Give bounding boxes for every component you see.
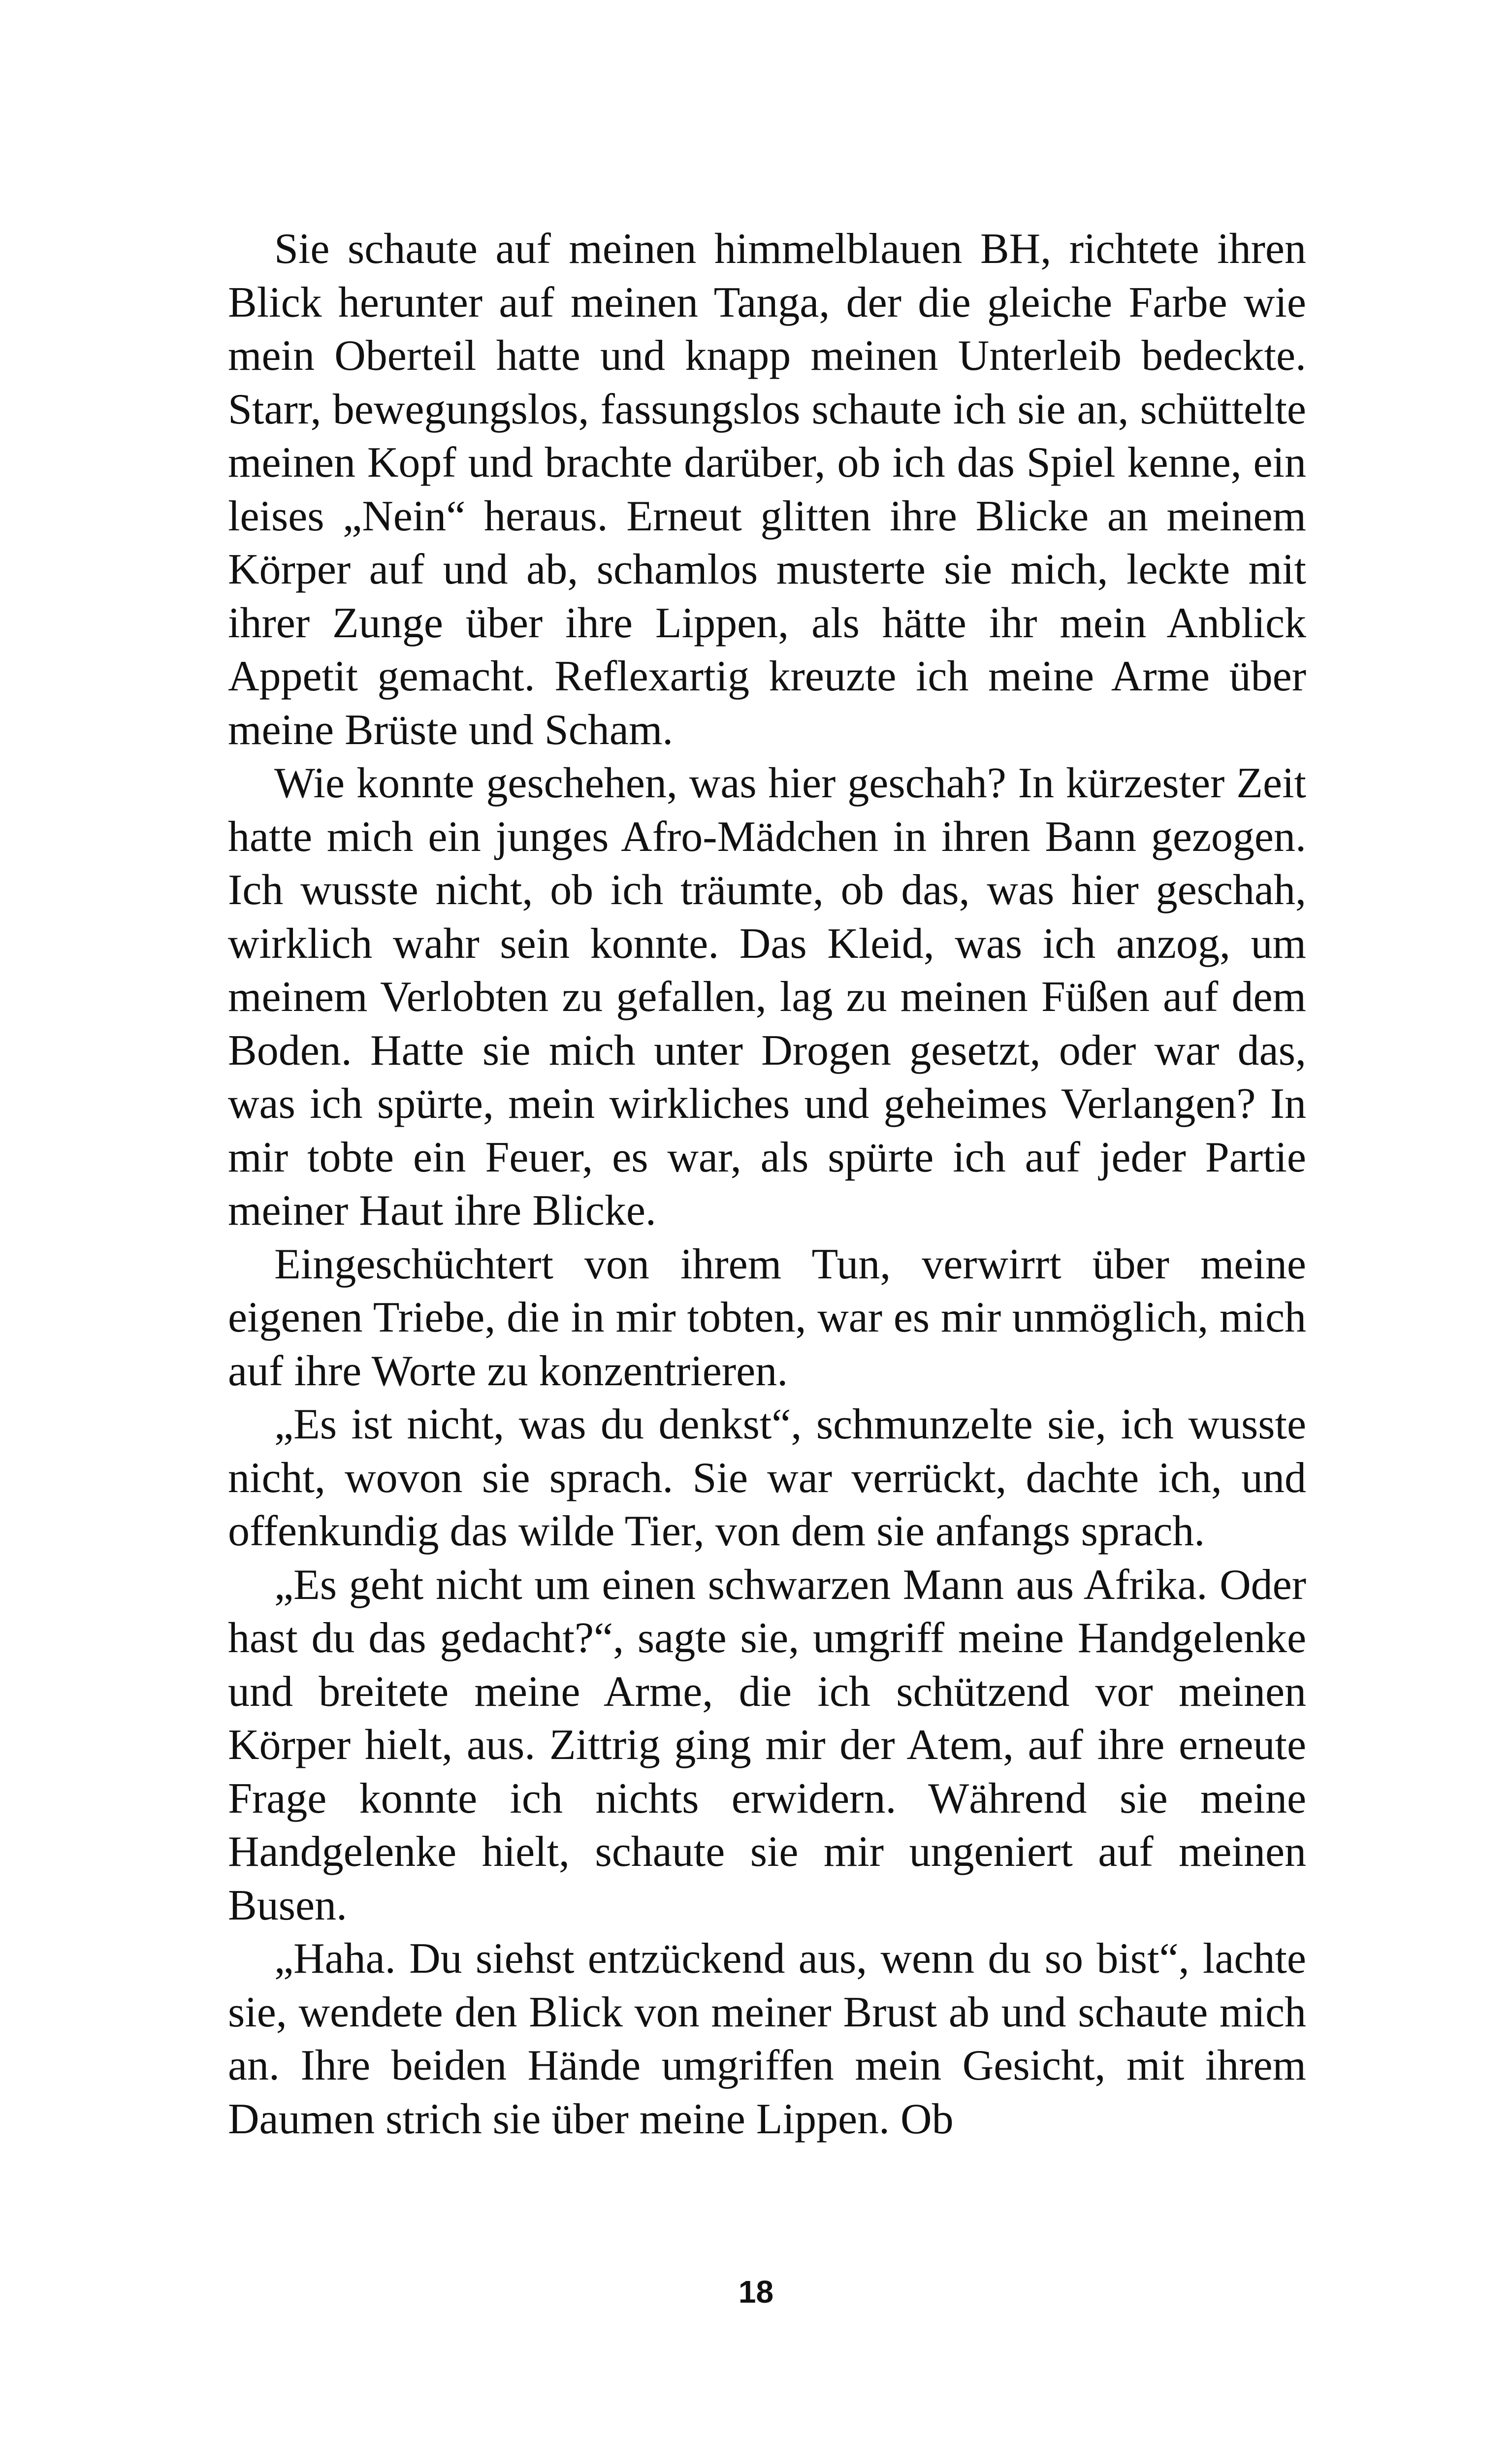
body-text	[228, 223, 1306, 2146]
paragraph-3: Eingeschüchtert von ihrem Tun, verwirrt über meine eigenen Triebe, die in mir tobten, war es mir unmöglich, mich auf ihre Worte zu konzentrieren.	[228, 1240, 1306, 1395]
paragraph-4: „Es ist nicht, was du denkst“, schmunzelte sie, ich wusste nicht, wovon sie sprach. Sie war verrückt, dachte ich, und offenkundig das wilde Tier, von dem sie anfangs sprach.	[228, 1401, 1306, 1555]
page-number: 18	[738, 2274, 774, 2310]
paragraph-1: Sie schaute auf meinen himmelblauen BH, richtete ihren Blick herunter auf meinen Tanga, der die gleiche Farbe wie mein Oberteil hatte und knapp meinen Unterleib bedeckte. Starr, bewegungslos, fassungslos schaute ich sie an, schüttelte meinen Kopf und brachte darüber, ob ich das Spiel kenne, ein leises „Nein“ heraus. Erneut glitten ihre Blicke an meinem Körper auf und ab, schamlos musterte sie mich, leckte mit ihrer Zunge über ihre Lippen, als hätte ihr mein Anblick Appetit gemacht. Reflexartig kreuzte ich meine Arme über meine Brüste und Scham.	[228, 225, 1306, 754]
paragraph-6: „Haha. Du siehst entzückend aus, wenn du so bist“, lachte sie, wendete den Blick von meiner Brust ab und schaute mich an. Ihre beiden Hände umgriffen mein Gesicht, mit ihrem Daumen strich sie über meine Lippen. Ob	[228, 1935, 1306, 2143]
paragraph-2: Wie konnte geschehen, was hier geschah? In kürzester Zeit hatte mich ein junges Afro-Mädchen in ihren Bann gezogen. Ich wusste nicht, ob ich träumte, ob das, was hier geschah, wirklich wahr sein konnte. Das Kleid, was ich anzog, um meinem Verlobten zu gefallen, lag zu meinen Füßen auf dem Boden. Hatte sie mich unter Drogen gesetzt, oder war das, was ich spürte, mein wirkliches und geheimes Verlangen? In mir tobte ein Feuer, es war, als spürte ich auf jeder Partie meiner Haut ihre Blicke.	[228, 759, 1306, 1235]
paragraph-5: „Es geht nicht um einen schwarzen Mann aus Afrika. Oder hast du das gedacht?“, sagte sie, umgriff meine Handgelenke und breitete meine Arme, die ich schützend vor meinen Körper hielt, aus. Zittrig ging mir der Atem, auf ihre erneute Frage konnte ich nichts erwidern. Während sie meine Handgelenke hielt, schaute sie mir ungeniert auf meinen Busen.	[228, 1561, 1306, 1929]
